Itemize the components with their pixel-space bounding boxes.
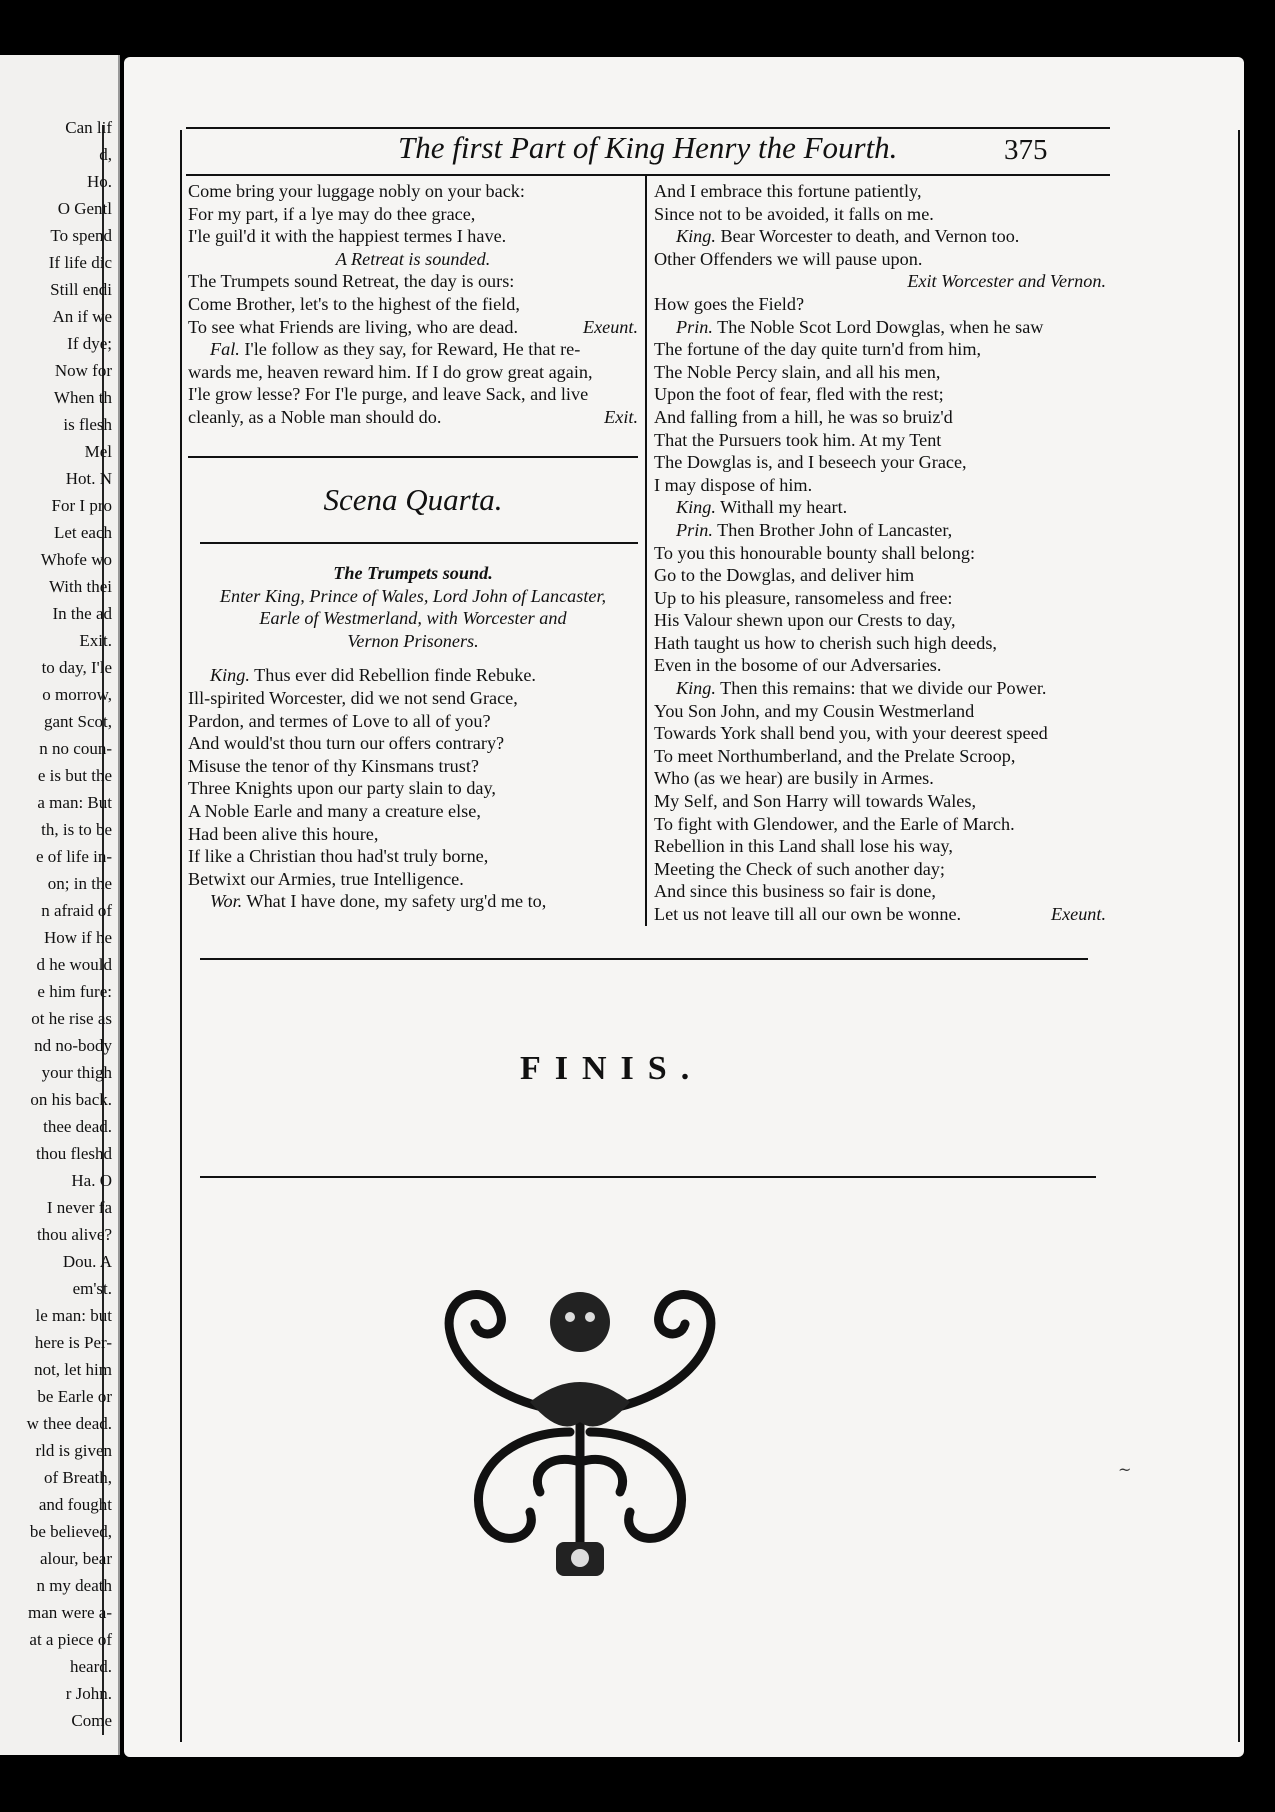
text-line: Go to the Dowglas, and deliver him: [654, 565, 915, 586]
prose-line: cleanly, as a Noble man should do. Exit.: [188, 406, 638, 427]
text-line: For my part, if a lye may do thee grace,: [188, 203, 476, 224]
facing-page-fragment: [0, 55, 120, 1755]
fragment-line: to day, I'le: [41, 658, 112, 677]
prose-lines: [188, 361, 638, 406]
text-line: I may dispose of him.: [654, 474, 813, 495]
verse-lines: [654, 700, 1106, 903]
fragment-line: o morrow,: [42, 685, 112, 704]
verse-lines: [654, 542, 1106, 678]
text-line: To you this honourable bounty shall belong:: [654, 542, 976, 563]
entrance-direction: [188, 585, 638, 653]
fragment-line: Still endi: [50, 280, 112, 299]
speech-king: King. Thus ever did Rebellion finde Rebuke.: [210, 665, 536, 686]
column-divider: [645, 176, 647, 926]
speech-wor: Wor. What I have done, my safety urg'd me to,: [210, 891, 547, 912]
section-rule: [200, 1176, 1096, 1178]
text-line: wards me, heaven reward him. If I do grow great again,: [188, 361, 593, 382]
fragment-line: here is Per-: [34, 1333, 112, 1352]
fragment-line: n afraid of: [41, 901, 112, 920]
stage-direction: A Retreat is sounded.: [335, 248, 491, 269]
text-line: And since this business so fair is done,: [654, 881, 936, 902]
text-line: You Son John, and my Cousin Westmerland: [654, 700, 975, 721]
text-line: Earle of Westmerland, with Worcester and: [259, 608, 567, 629]
text-line: His Valour shewn upon our Crests to day,: [654, 610, 956, 631]
fragment-line: gant Scot,: [44, 712, 112, 731]
text-line: To meet Northumberland, and the Prelate Scroop,: [654, 745, 1016, 766]
text-line: Upon the foot of fear, fled with the rest;: [654, 384, 944, 405]
header-top-rule: [186, 127, 1110, 129]
fragment-line: r John.: [65, 1684, 112, 1703]
verse-line: Other Offenders we will pause upon.: [654, 248, 923, 269]
verse-lines: [188, 270, 638, 315]
verse-line: To see what Friends are living, who are dead. Exeunt.: [188, 316, 638, 337]
exit-direction: Exit.: [604, 406, 638, 427]
fragment-line: Mel: [84, 442, 112, 461]
fragment-line: man were a-: [27, 1603, 112, 1622]
verse-line: How goes the Field?: [654, 293, 805, 314]
text-line: And would'st thou turn our offers contrary?: [188, 733, 505, 754]
fragment-line: e him fure:: [37, 982, 112, 1001]
speech-prin: Prin. The Noble Scot Lord Dowglas, when he saw: [676, 316, 1044, 337]
fragment-line: With thei: [48, 577, 112, 596]
speech-king: King. Then this remains: that we divide our Power.: [676, 678, 1047, 699]
text-line: The Dowglas is, and I beseech your Grace,: [654, 452, 967, 473]
fragment-line: on his back.: [30, 1090, 112, 1109]
fragment-line: em'st.: [72, 1279, 112, 1298]
text-line: A Noble Earle and many a creature else,: [188, 800, 481, 821]
fragment-line: heard.: [69, 1657, 112, 1676]
verse-lines: [654, 338, 1106, 496]
speech-king: King. Bear Worcester to death, and Vernon too.: [676, 226, 1020, 247]
fragment-line: Ho.: [86, 172, 112, 191]
fragment-line: An if we: [52, 307, 112, 326]
text-line: Even in the bosome of our Adversaries.: [654, 655, 942, 676]
fragment-line: and fought: [38, 1495, 112, 1514]
fragment-line: Exit.: [79, 631, 112, 650]
fragment-line: your thigh: [41, 1063, 112, 1082]
left-column-scene: [188, 562, 638, 913]
fragment-line: Ha. O: [71, 1171, 112, 1190]
verse-lines: [188, 687, 638, 890]
fragment-line: nd no-body: [34, 1036, 112, 1055]
text-line: Towards York shall bend you, with your deerest speed: [654, 723, 1048, 744]
verse-line: Let us not leave till all our own be wonne. Exeunt.: [654, 904, 1106, 924]
running-title: The first Part of King Henry the Fourth.: [398, 130, 898, 165]
fragment-line: When th: [53, 388, 112, 407]
speech-king: King. Withall my heart.: [676, 497, 848, 518]
verse-lines: [654, 180, 1106, 225]
verse-lines: [188, 180, 638, 248]
fragment-line: Hot. N: [65, 469, 112, 488]
fragment-line: on; in the: [47, 874, 112, 893]
fragment-line: be believed,: [29, 1522, 112, 1541]
finis-heading: FINIS.: [520, 1050, 704, 1087]
speech-prin: Prin. Then Brother John of Lancaster,: [676, 519, 953, 540]
text-line: Come Brother, let's to the highest of the field,: [188, 293, 520, 314]
fragment-line: Now for: [54, 361, 112, 380]
fragment-line: How if he: [44, 928, 112, 947]
text-line: The fortune of the day quite turn'd from him,: [654, 339, 982, 360]
fragment-line: thou alive?: [36, 1225, 112, 1244]
section-rule: [188, 456, 638, 458]
text-line: Since not to be avoided, it falls on me.: [654, 203, 934, 224]
page-number: 375: [1004, 134, 1048, 166]
text-line: Come bring your luggage nobly on your back:: [188, 181, 525, 201]
fragment-line: d he would: [36, 955, 112, 974]
fragment-line: thou fleshd: [35, 1144, 112, 1163]
text-line: Had been alive this houre,: [188, 823, 379, 844]
section-rule: [200, 958, 1088, 960]
speaker-name: King.: [210, 665, 250, 686]
text-line: Hath taught us how to cherish such high deeds,: [654, 632, 997, 653]
fragment-line: d,: [99, 145, 112, 164]
exit-direction: Exeunt.: [582, 316, 638, 337]
text-line: Rebellion in this Land shall lose his way,: [654, 836, 953, 857]
fragment-line: e is but the: [37, 766, 112, 785]
fragment-line: of Breath,: [44, 1468, 112, 1487]
fragment-line: Dou. A: [62, 1252, 112, 1271]
text-line: Who (as we hear) are busily in Armes.: [654, 768, 934, 789]
right-column: [654, 180, 1106, 926]
fragment-line: For I pro: [51, 496, 112, 515]
text-line: That the Pursuers took him. At my Tent: [654, 429, 942, 450]
text-line: Betwixt our Armies, true Intelligence.: [188, 868, 464, 889]
speaker-name: King.: [676, 678, 716, 699]
speaker-name: Fal.: [210, 339, 240, 360]
fragment-line: is flesh: [63, 415, 112, 434]
text-line: Vernon Prisoners.: [347, 630, 479, 651]
fragment-line: rld is given: [35, 1441, 112, 1460]
fragment-line: n no coun-: [39, 739, 112, 758]
text-line: Misuse the tenor of thy Kinsmans trust?: [188, 755, 479, 776]
text-line: My Self, and Son Harry will towards Wales,: [654, 791, 976, 812]
text-line: And I embrace this fortune patiently,: [654, 181, 922, 201]
text-line: I'le guil'd it with the happiest termes I have.: [188, 226, 507, 247]
fragment-line: w thee dead.: [26, 1414, 112, 1433]
page-speck: ~: [1118, 1460, 1132, 1479]
text-line: To fight with Glendower, and the Earle of March.: [654, 813, 1015, 834]
text-line: The Noble Percy slain, and all his men,: [654, 361, 941, 382]
fragment-line: e of life in-: [36, 847, 112, 866]
ornament-icon: [420, 1262, 740, 1582]
speaker-name: Prin.: [676, 316, 713, 337]
fragment-line: Let each: [53, 523, 112, 542]
text-line: The Trumpets sound Retreat, the day is ours:: [188, 271, 515, 292]
stage-direction: The Trumpets sound.: [333, 563, 493, 583]
speech-fal: Fal. I'le follow as they say, for Reward, He that re-: [210, 339, 581, 360]
exit-direction: Exit Worcester and Vernon.: [907, 271, 1106, 292]
fragment-line: ot he rise as: [31, 1009, 112, 1028]
fragment-line: If dye;: [67, 334, 112, 353]
fragment-line: alour, bear: [39, 1549, 112, 1568]
text-line: Up to his pleasure, ransomeless and free:: [654, 587, 953, 608]
fragment-line: In the ad: [52, 604, 112, 623]
fragment-line: O Gentl: [57, 199, 112, 218]
fragment-line: Whofe wo: [40, 550, 112, 569]
fragment-line: a man: But: [37, 793, 112, 812]
fragment-line: th, is to be: [41, 820, 112, 839]
exit-direction: Exeunt.: [1050, 904, 1106, 924]
header-bottom-rule: [186, 174, 1110, 176]
text-line: I'le grow lesse? For I'le purge, and leave Sack, and live: [188, 384, 589, 405]
text-line: Enter King, Prince of Wales, Lord John of Lancaster,: [219, 585, 607, 606]
speaker-name: Prin.: [676, 519, 713, 540]
text-line: And falling from a hill, he was so bruiz'd: [654, 406, 953, 427]
fragment-line: not, let him: [34, 1360, 112, 1379]
fragment-line: n my death: [36, 1576, 112, 1595]
fragment-line: If life dic: [48, 253, 112, 272]
scene-title: Scena Quarta.: [323, 482, 503, 517]
fragment-line: Can lif: [65, 118, 112, 137]
text-line: Three Knights upon our party slain to day,: [188, 778, 496, 799]
fragment-line: thee dead.: [43, 1117, 112, 1136]
fragment-line: Come: [71, 1711, 112, 1730]
text-line: Ill-spirited Worcester, did we not send Grace,: [188, 687, 518, 708]
fragment-line: I never fa: [46, 1198, 112, 1217]
text-line: Meeting the Check of such another day;: [654, 858, 945, 879]
speaker-name: Wor.: [210, 891, 243, 912]
fragment-line: le man: but: [35, 1306, 112, 1325]
fragment-line: at a piece of: [29, 1630, 112, 1649]
text-line: Pardon, and termes of Love to all of you?: [188, 710, 491, 731]
fragment-line: be Earle or: [37, 1387, 112, 1406]
text-line: If like a Christian thou had'st truly borne,: [188, 846, 489, 867]
section-rule: [200, 542, 638, 544]
fragment-line: To spend: [50, 226, 112, 245]
left-column: [188, 180, 638, 429]
speaker-name: King.: [676, 497, 716, 518]
speaker-name: King.: [676, 226, 716, 247]
